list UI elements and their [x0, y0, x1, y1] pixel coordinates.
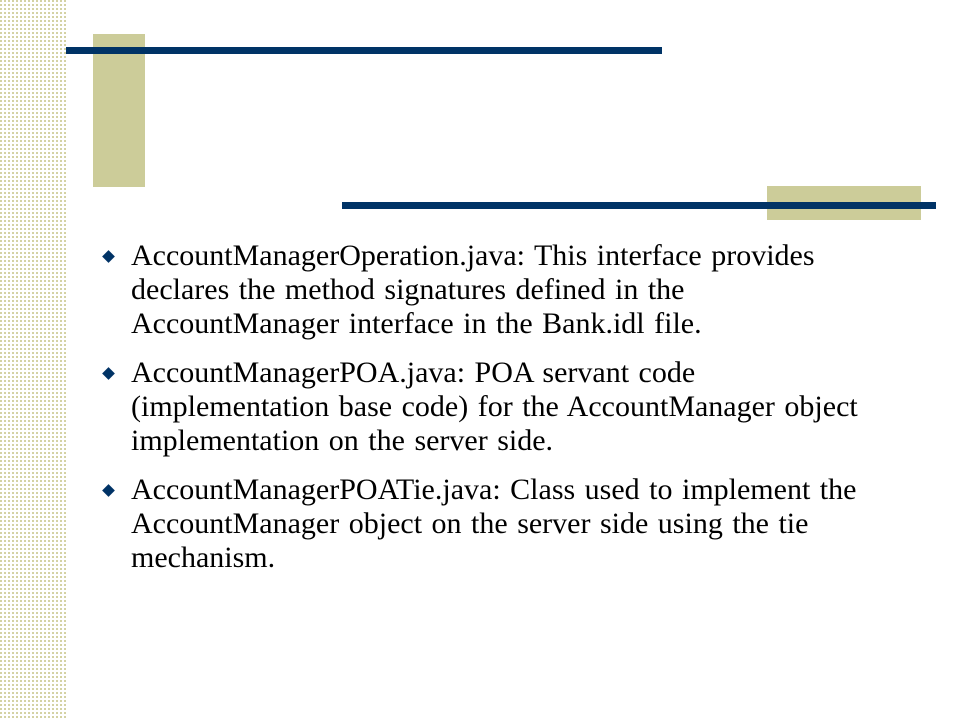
bullet-text: AccountManagerPOATie.java: Class used to implement the AccountManager object on the server side using the tie mechanism.: [131, 473, 857, 574]
diamond-bullet-icon: [102, 250, 115, 263]
striped-margin-decoration: [0, 0, 68, 720]
bullet-text: AccountManagerOperation.java: This interface provides declares the method signatures defined in the AccountManager interface in the Bank.idl file.: [131, 239, 815, 340]
bullet-item-operation: [100, 239, 880, 341]
decorative-line-top: [66, 47, 662, 54]
decorative-line-middle: [342, 202, 936, 209]
bullet-item-poa: [100, 356, 880, 458]
diamond-bullet-icon: [102, 484, 115, 497]
slide-body: [100, 239, 880, 590]
bullet-item-poa-tie: [100, 473, 880, 575]
decorative-block-top-left: [93, 34, 145, 187]
bullet-text: AccountManagerPOA.java: POA servant code (implementation base code) for the AccountManager object implementation on the server side.: [131, 356, 858, 457]
diamond-bullet-icon: [102, 367, 115, 380]
